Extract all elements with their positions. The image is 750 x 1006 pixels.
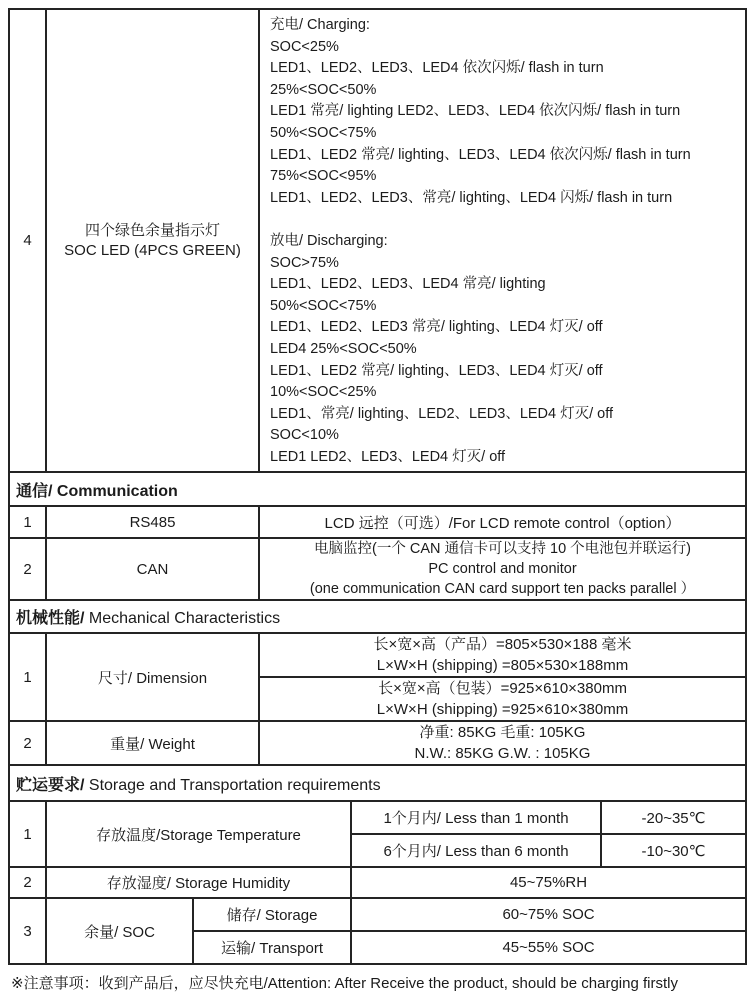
storage-section-header — [9, 765, 746, 801]
temperature-value-1: -20~35℃ — [601, 801, 746, 834]
dimension-line: 长×宽×高（产品）=805×530×188 毫米 — [373, 636, 632, 653]
led-line: 50%<SOC<75% — [270, 297, 377, 314]
soc-value-transport: 45~55% SOC — [351, 931, 746, 964]
comm-section-header — [9, 472, 746, 506]
temperature-period-1: 1个月内/ Less than 1 month — [351, 801, 601, 834]
soc-value-storage: 60~75% SOC — [351, 898, 746, 931]
section-title-cn: 机械性能/ — [16, 610, 85, 627]
section-title-cn: 通信/ — [16, 482, 53, 500]
led-indicator-row — [9, 9, 746, 472]
dimension-line: L×W×H (shipping) =805×530×188mm — [376, 657, 629, 674]
weight-line: 净重: 85KG 毛重: 105KG — [419, 724, 586, 741]
spec-name-storage-humidity: 存放湿度/ Storage Humidity — [46, 867, 351, 898]
section-title-communication — [9, 472, 746, 506]
section-title-en: Mechanical Characteristics — [84, 610, 281, 627]
led-line: 充电/ Charging: — [270, 17, 370, 33]
attention-note: ※注意事项：收到产品后，应尽快充电/Attention: After Receive the product, should be charging firstly — [11, 975, 678, 992]
row-number: 3 — [9, 898, 46, 964]
led-line: LED1 LED2、LED3、LED4 灯灭/ off — [270, 448, 506, 465]
spec-value-rs485: LCD 远控（可选）/For LCD remote control（option） — [259, 506, 746, 538]
spec-name-soc: 余量/ SOC — [46, 898, 193, 964]
humidity-row — [9, 867, 746, 898]
charging-block — [270, 15, 745, 209]
soc-led-label-cn: 四个绿色余量指示灯 — [84, 221, 220, 239]
spec-name-dimension: 尺寸/ Dimension — [46, 633, 259, 721]
section-title-cn: 贮运要求/ — [16, 776, 85, 794]
weight-row — [9, 721, 746, 765]
led-line: SOC>75% — [270, 254, 339, 271]
rs485-row — [9, 506, 746, 538]
temperature-row — [9, 801, 746, 834]
row-number: 2 — [9, 867, 46, 898]
led-line: 放电/ Discharging: — [270, 232, 388, 249]
led-line: LED1 常亮/ lighting LED2、LED3、LED4 依次闪烁/ flash in turn — [270, 103, 681, 120]
row-number: 4 — [9, 9, 46, 472]
can-row — [9, 538, 746, 600]
can-value-line: (one communication CAN card support ten packs parallel ） — [309, 581, 696, 597]
led-line: LED1、LED2、LED3 常亮/ lighting、LED4 灯灭/ off — [270, 319, 603, 336]
led-line: LED1、LED2 常亮/ lighting、LED3、LED4 依次闪烁/ flash in turn — [270, 146, 691, 163]
dimension-line: L×W×H (shipping) =925×610×380mm — [376, 701, 629, 718]
spec-name-rs485: RS485 — [46, 506, 259, 538]
led-line: LED1、LED2、LED3、LED4 依次闪烁/ flash in turn — [270, 60, 604, 77]
led-line: 50%<SOC<75% — [270, 124, 377, 141]
soc-mode-storage: 储存/ Storage — [193, 898, 351, 931]
spec-table — [8, 8, 747, 965]
can-value-line: 电脑监控(一个 CAN 通信卡可以支持 10 个电池包并联运行) — [314, 541, 692, 557]
dimension-package-cell — [259, 677, 746, 721]
spec-name-weight: 重量/ Weight — [46, 721, 259, 765]
dimension-row — [9, 633, 746, 677]
section-title-storage — [9, 765, 746, 801]
spec-value-can — [259, 538, 746, 600]
spec-name-can: CAN — [46, 538, 259, 600]
row-number: 2 — [9, 721, 46, 765]
spec-name-storage-temperature: 存放温度/Storage Temperature — [46, 801, 351, 867]
led-line: 25%<SOC<50% — [270, 81, 377, 98]
soc-led-label-en: SOC LED (4PCS GREEN) — [64, 241, 241, 259]
weight-line: N.W.: 85KG G.W. : 105KG — [414, 745, 591, 762]
spec-name-soc-led — [46, 9, 259, 472]
temperature-value-2: -10~30℃ — [601, 834, 746, 867]
dimension-product-cell — [259, 633, 746, 677]
led-line: 75%<SOC<95% — [270, 168, 377, 185]
row-number: 1 — [9, 506, 46, 538]
led-line: LED1、LED2、LED3、常亮/ lighting、LED4 闪烁/ flash in turn — [270, 189, 673, 206]
led-line: 10%<SOC<25% — [270, 384, 377, 401]
discharging-block — [270, 231, 745, 469]
soc-mode-transport: 运输/ Transport — [193, 931, 351, 964]
led-line: SOC<25% — [270, 38, 339, 55]
can-value-line: PC control and monitor — [428, 561, 577, 577]
section-title-en: Storage and Transportation requirements — [84, 776, 381, 794]
mech-section-header — [9, 600, 746, 633]
led-behavior-cell — [259, 9, 746, 472]
temperature-period-2: 6个月内/ Less than 6 month — [351, 834, 601, 867]
led-line: LED1、LED2、LED3、LED4 常亮/ lighting — [270, 276, 546, 293]
led-line: SOC<10% — [270, 427, 339, 444]
led-line: LED4 25%<SOC<50% — [270, 340, 417, 357]
soc-row — [9, 898, 746, 931]
row-number: 1 — [9, 801, 46, 867]
led-line: LED1、常亮/ lighting、LED2、LED3、LED4 灯灭/ off — [270, 405, 614, 422]
row-number: 1 — [9, 633, 46, 721]
section-title-en: Communication — [52, 482, 178, 500]
weight-value-cell — [259, 721, 746, 765]
section-title-mechanical — [9, 600, 746, 633]
humidity-value: 45~75%RH — [351, 867, 746, 898]
dimension-line: 长×宽×高（包装）=925×610×380mm — [378, 680, 627, 697]
row-number: 2 — [9, 538, 46, 600]
led-line: LED1、LED2 常亮/ lighting、LED3、LED4 灯灭/ off — [270, 362, 603, 379]
